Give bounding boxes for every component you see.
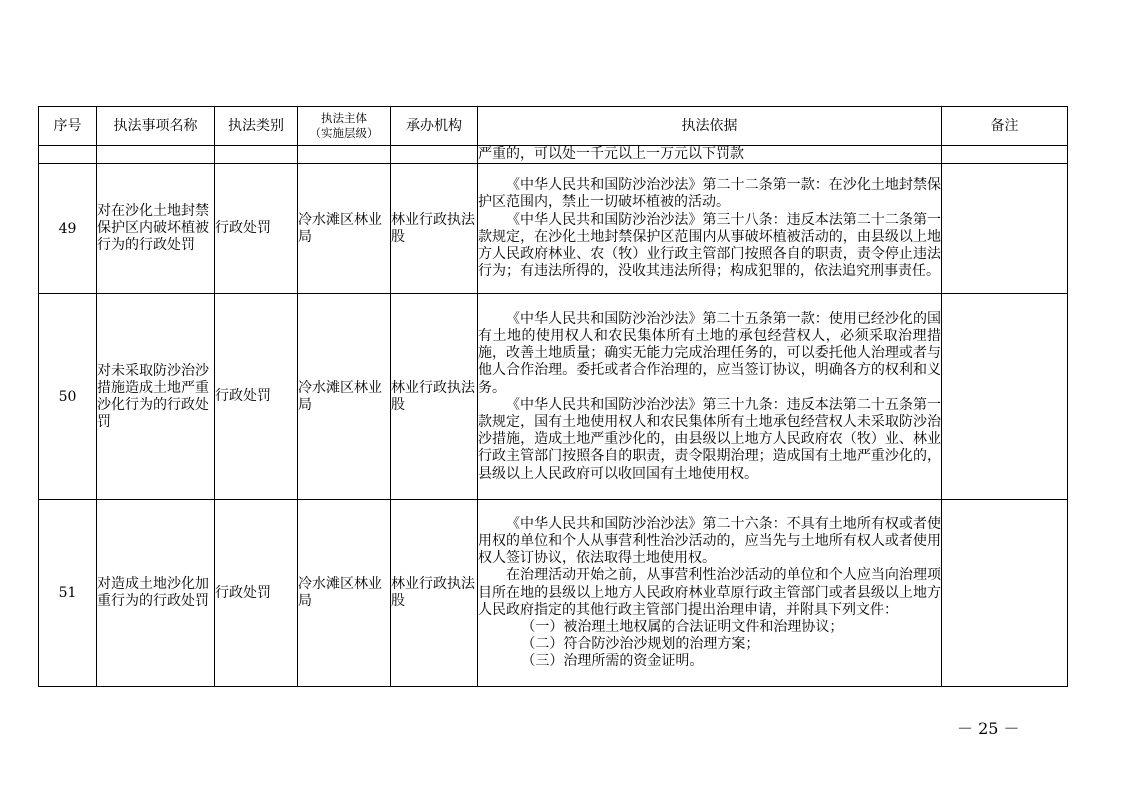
continued-category — [215, 146, 298, 164]
enforcement-table — [38, 106, 1068, 687]
row-subject: 冷水滩区林业局 — [298, 164, 391, 294]
header-subject-line2: （实施层级） — [309, 126, 379, 140]
continued-subject — [298, 146, 391, 164]
header-subject — [298, 107, 391, 146]
basis-paragraph: 《中华人民共和国防沙治沙法》第二十五条第一款：使用已经沙化的国有土地的使用权人和农民集体所有土地的承包经营权人，必须采取治理措施，改善土地质量；确实无能力完成治理任务的，可以委托他人治理或者与他人合作治理。委托或者合作治理的，应当签订协议，明确各方的权利和义务。 — [478, 310, 941, 396]
row-subject: 冷水滩区林业局 — [298, 294, 391, 500]
row-item-name: 对未采取防沙治沙措施造成土地严重沙化行为的行政处罚 — [97, 294, 215, 500]
basis-paragraph: 《中华人民共和国防沙治沙法》第二十二条第一款：在沙化土地封禁保护区范围内，禁止一切破坏植被的活动。 — [478, 177, 941, 211]
basis-list-item: （二）符合防沙治沙规划的治理方案； — [521, 636, 760, 653]
page-number: － 25 － — [957, 719, 1020, 738]
continued-basis-text: 严重的，可以处一千元以上一万元以下罚款 — [478, 146, 744, 162]
continued-basis — [478, 146, 942, 164]
row-seq: 51 — [39, 500, 97, 687]
row-basis — [478, 500, 942, 687]
row-remarks — [942, 500, 1068, 687]
row-category: 行政处罚 — [215, 294, 298, 500]
table-row — [39, 500, 1068, 687]
table-row — [39, 164, 1068, 294]
row-seq: 50 — [39, 294, 97, 500]
basis-list-item: （一）被治理土地权属的合法证明文件和治理协议； — [521, 619, 844, 635]
row-basis — [478, 164, 942, 294]
header-row — [39, 107, 1068, 146]
row-item-name: 对在沙化土地封禁保护区内破坏植被行为的行政处罚 — [97, 164, 215, 294]
row-agency: 林业行政执法股 — [391, 164, 478, 294]
row-agency: 林业行政执法股 — [391, 294, 478, 500]
row-remarks — [942, 294, 1068, 500]
row-item-name: 对造成土地沙化加重行为的行政处罚 — [97, 500, 215, 687]
continued-row — [39, 146, 1068, 164]
header-subject-line1: 执法主体 — [321, 111, 367, 125]
basis-paragraph: 《中华人民共和国防沙治沙法》第三十九条：违反本法第二十五条第一款规定，国有土地使用权人和农民集体所有土地承包经营权人未采取防沙治沙措施，造成土地严重沙化的，由县级以上地方人民政府农（牧）业、林业行政主管部门按照各自的职责，责令限期治理；造成国有土地严重沙化的，县级以上人民政府可以收回国有土地使用权。 — [478, 396, 941, 482]
header-basis: 执法依据 — [478, 107, 942, 146]
header-seq: 序号 — [39, 107, 97, 146]
basis-list-item: （三）治理所需的资金证明。 — [521, 653, 704, 670]
row-agency: 林业行政执法股 — [391, 500, 478, 687]
row-remarks — [942, 164, 1068, 294]
basis-paragraph: 《中华人民共和国防沙治沙法》第三十八条：违反本法第二十二条第一款规定，在沙化土地封禁保护区范围内从事破坏植被活动的，由县级以上地方人民政府林业、农（牧）业行政主管部门按照各自的职责，责令停止违法行为；有违法所得的，没收其违法所得；构成犯罪的，依法追究刑事责任。 — [478, 211, 941, 280]
row-subject: 冷水滩区林业局 — [298, 500, 391, 687]
continued-remarks — [942, 146, 1068, 164]
header-remarks: 备注 — [942, 107, 1068, 146]
row-category: 行政处罚 — [215, 164, 298, 294]
table-row — [39, 294, 1068, 500]
row-seq: 49 — [39, 164, 97, 294]
basis-paragraph: 《中华人民共和国防沙治沙法》第二十六条：不具有土地所有权或者使用权的单位和个人从事营利性治沙活动的，应当先与土地所有权人或者使用权人签订协议，依法取得土地使用权。 — [478, 515, 941, 567]
row-category: 行政处罚 — [215, 500, 298, 687]
header-item-name: 执法事项名称 — [97, 107, 215, 146]
continued-agency — [391, 146, 478, 164]
row-basis — [478, 294, 942, 500]
header-agency: 承办机构 — [391, 107, 478, 146]
continued-item-name — [97, 146, 215, 164]
header-category: 执法类别 — [215, 107, 298, 146]
continued-seq — [39, 146, 97, 164]
basis-paragraph: 在治理活动开始之前，从事营利性治沙活动的单位和个人应当向治理项目所在地的县级以上地方人民政府林业草原行政主管部门或者县级以上地方人民政府指定的其他行政主管部门提出治理申请，并附具下列文件： — [478, 567, 941, 618]
